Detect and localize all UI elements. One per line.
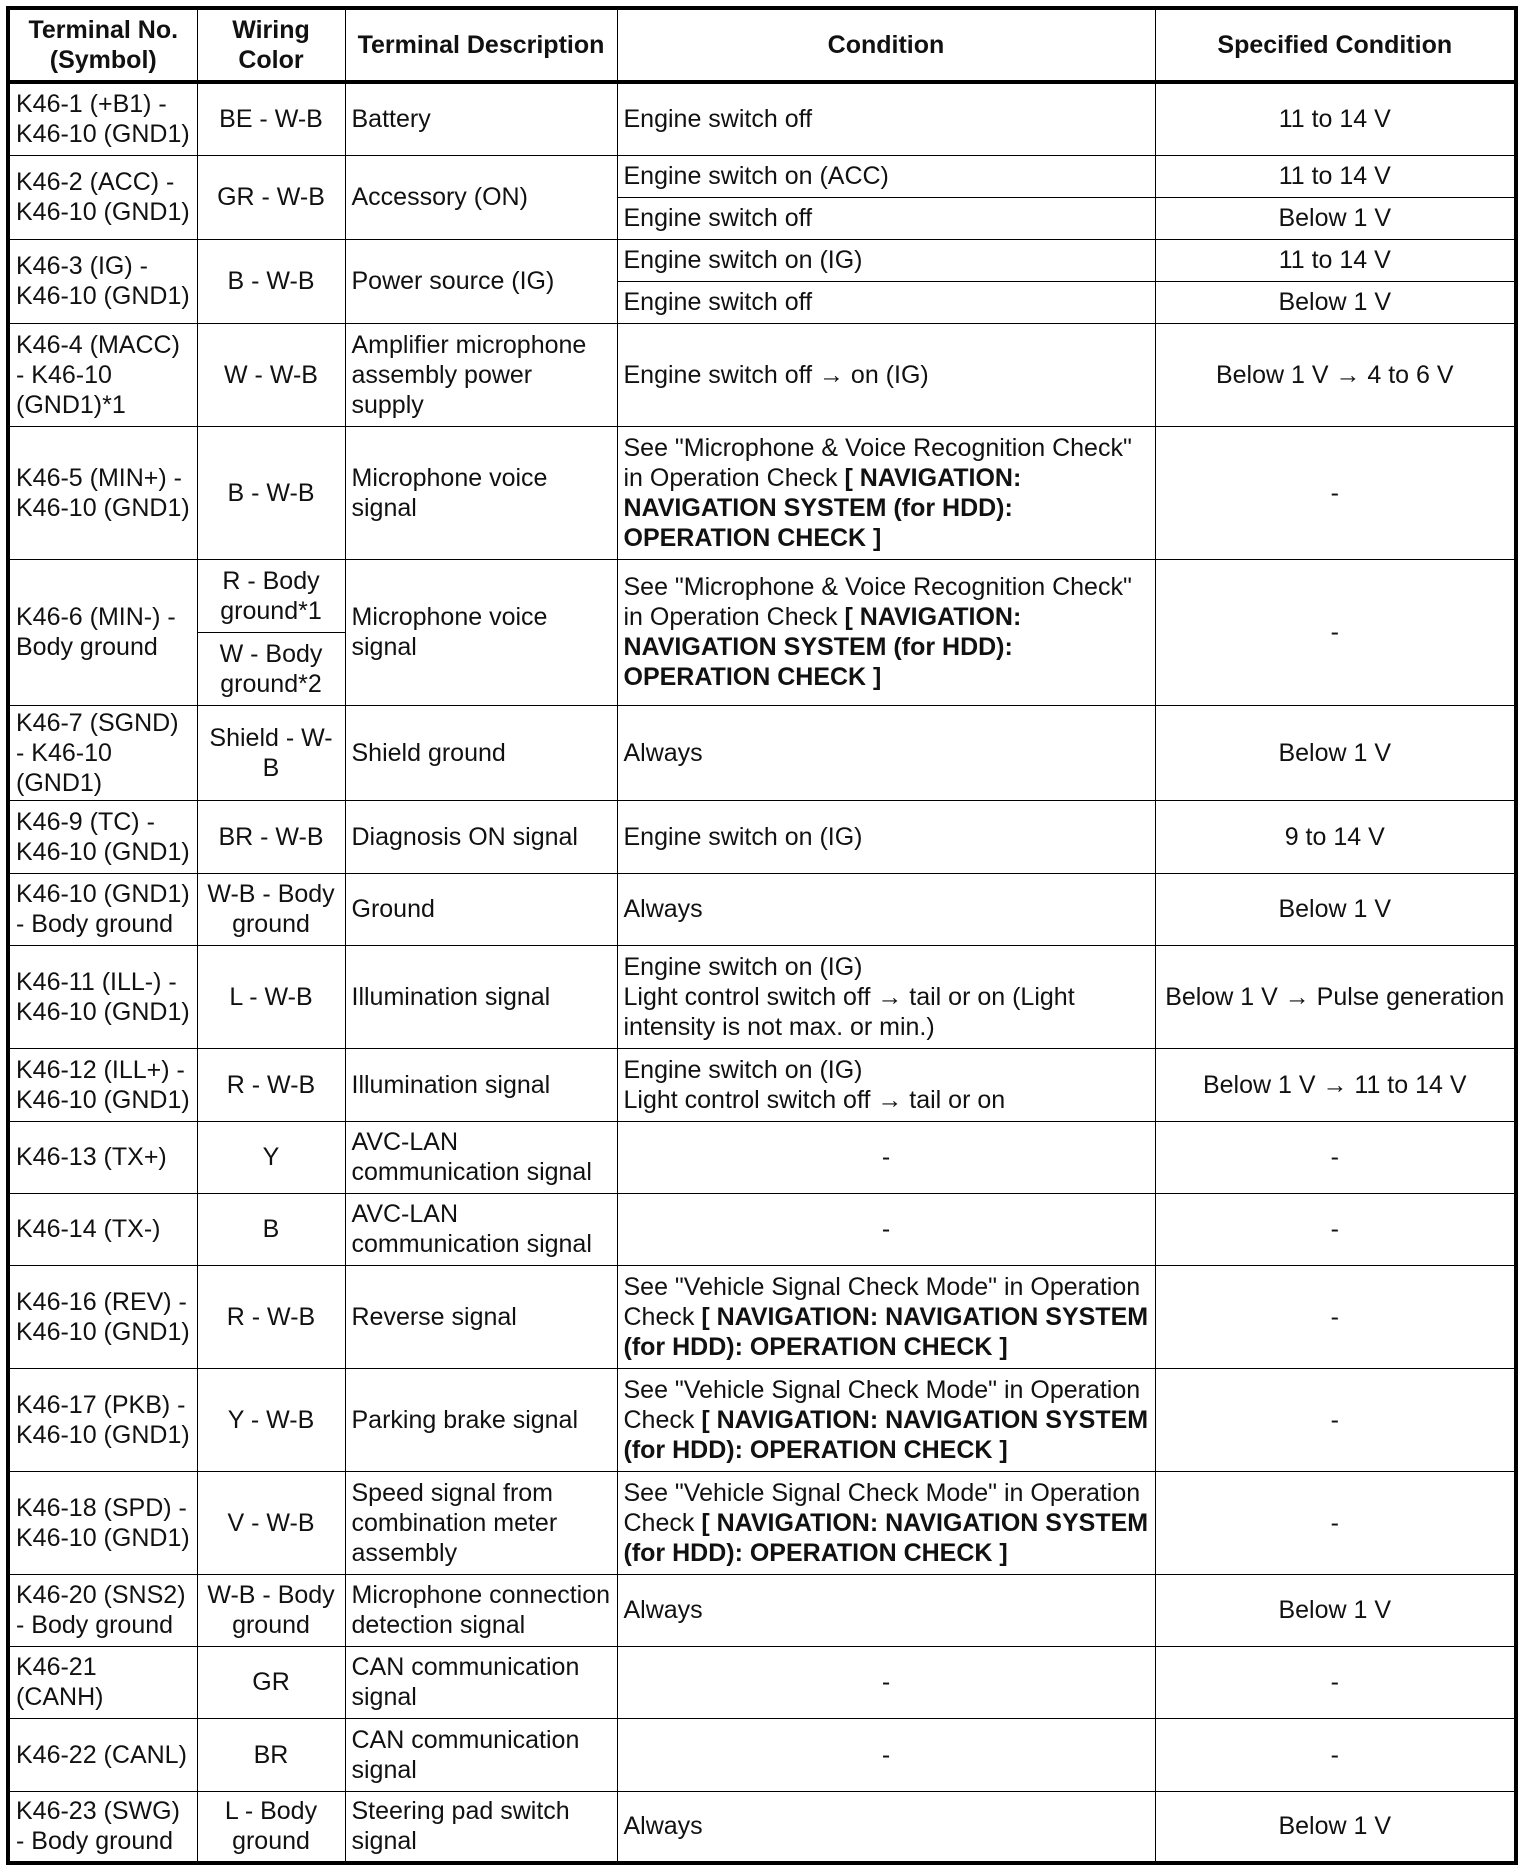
table-row: [8, 945, 1516, 1048]
specified-cell: Below 1 V → 4 to 6 V: [1155, 323, 1516, 426]
wiring-cell: Shield - W-B: [197, 705, 345, 800]
header-condition: Condition: [617, 8, 1155, 82]
condition-cell: Always: [617, 705, 1155, 800]
header-row: [8, 8, 1516, 82]
table-row: [8, 1646, 1516, 1718]
condition-cell: Engine switch off: [617, 281, 1155, 323]
description-cell: Ground: [345, 873, 617, 945]
condition-cell: Always: [617, 873, 1155, 945]
wiring-cell: B - W-B: [197, 426, 345, 559]
condition-cell: [617, 1048, 1155, 1121]
terminal-cell: K46-6 (MIN-) - Body ground: [8, 559, 197, 705]
terminal-cell: K46-10 (GND1) - Body ground: [8, 873, 197, 945]
table-row: [8, 1791, 1516, 1863]
header-specified-condition: Specified Condition: [1155, 8, 1516, 82]
condition-line: Engine switch on (IG): [623, 1055, 863, 1084]
terminal-cell: K46-12 (ILL+) - K46-10 (GND1): [8, 1048, 197, 1121]
condition-cell: Always: [617, 1574, 1155, 1646]
specified-cell: -: [1155, 1718, 1516, 1791]
table-row: [8, 82, 1516, 155]
description-cell: Amplifier microphone assembly power supply: [345, 323, 617, 426]
description-cell: CAN communication signal: [345, 1718, 617, 1791]
description-cell: Illumination signal: [345, 945, 617, 1048]
condition-cell: -: [617, 1193, 1155, 1265]
description-cell: Microphone voice signal: [345, 426, 617, 559]
condition-cell: [617, 1368, 1155, 1471]
wiring-cell: W-B - Body ground: [197, 873, 345, 945]
terminal-cell: K46-20 (SNS2) - Body ground: [8, 1574, 197, 1646]
terminal-cell: K46-7 (SGND) - K46-10 (GND1): [8, 705, 197, 800]
specified-cell: Below 1 V: [1155, 197, 1516, 239]
terminal-cell: K46-17 (PKB) - K46-10 (GND1): [8, 1368, 197, 1471]
terminal-spec-table: [6, 6, 1518, 1865]
condition-line: Light control switch off → tail or on (Light intensity is not max. or min.): [623, 982, 1075, 1041]
description-cell: Reverse signal: [345, 1265, 617, 1368]
description-cell: Shield ground: [345, 705, 617, 800]
specified-cell: -: [1155, 1121, 1516, 1193]
wiring-cell: Y - W-B: [197, 1368, 345, 1471]
terminal-cell: K46-16 (REV) - K46-10 (GND1): [8, 1265, 197, 1368]
operation-check-reference: [ NAVIGATION: NAVIGATION SYSTEM (for HDD): OPERATION CHECK ]: [623, 463, 1022, 552]
condition-cell: Engine switch on (IG): [617, 239, 1155, 281]
terminal-cell: K46-21 (CANH): [8, 1646, 197, 1718]
terminal-cell: K46-2 (ACC) - K46-10 (GND1): [8, 155, 197, 239]
specified-cell: Below 1 V: [1155, 281, 1516, 323]
terminal-cell: K46-11 (ILL-) - K46-10 (GND1): [8, 945, 197, 1048]
specified-cell: -: [1155, 1471, 1516, 1574]
specified-cell: Below 1 V: [1155, 1791, 1516, 1863]
description-cell: AVC-LAN communication signal: [345, 1121, 617, 1193]
condition-cell: [617, 1471, 1155, 1574]
wiring-cell: GR - W-B: [197, 155, 345, 239]
wiring-cell: L - W-B: [197, 945, 345, 1048]
table-row: [8, 155, 1516, 197]
terminal-cell: K46-4 (MACC) - K46-10 (GND1)*1: [8, 323, 197, 426]
description-cell: CAN communication signal: [345, 1646, 617, 1718]
specified-cell: Below 1 V: [1155, 705, 1516, 800]
wiring-cell: R - Body ground*1: [197, 559, 345, 632]
specified-cell: -: [1155, 1368, 1516, 1471]
table-row: [8, 1121, 1516, 1193]
specified-cell: Below 1 V: [1155, 1574, 1516, 1646]
condition-cell: [617, 945, 1155, 1048]
specified-cell: 11 to 14 V: [1155, 155, 1516, 197]
table-row: [8, 1471, 1516, 1574]
terminal-cell: K46-22 (CANL): [8, 1718, 197, 1791]
condition-cell: Engine switch on (ACC): [617, 155, 1155, 197]
terminal-cell: K46-18 (SPD) - K46-10 (GND1): [8, 1471, 197, 1574]
description-cell: Diagnosis ON signal: [345, 800, 617, 873]
wiring-cell: W - Body ground*2: [197, 632, 345, 705]
condition-line: Engine switch on (IG): [623, 952, 863, 981]
specified-cell: 9 to 14 V: [1155, 800, 1516, 873]
wiring-cell: W - W-B: [197, 323, 345, 426]
table-row: [8, 1368, 1516, 1471]
specified-cell: Below 1 V: [1155, 873, 1516, 945]
condition-line: Light control switch off → tail or on: [623, 1085, 1006, 1114]
table-row: [8, 1048, 1516, 1121]
specified-cell: -: [1155, 559, 1516, 705]
condition-cell: Engine switch off: [617, 197, 1155, 239]
wiring-cell: B: [197, 1193, 345, 1265]
description-cell: Parking brake signal: [345, 1368, 617, 1471]
condition-cell: -: [617, 1718, 1155, 1791]
specified-cell: -: [1155, 1265, 1516, 1368]
table-row: [8, 1193, 1516, 1265]
description-cell: Speed signal from combination meter assembly: [345, 1471, 617, 1574]
specified-cell: -: [1155, 426, 1516, 559]
header-wiring-color: Wiring Color: [197, 8, 345, 82]
terminal-cell: K46-3 (IG) - K46-10 (GND1): [8, 239, 197, 323]
wiring-cell: GR: [197, 1646, 345, 1718]
operation-check-reference: [ NAVIGATION: NAVIGATION SYSTEM (for HDD): OPERATION CHECK ]: [623, 603, 1022, 691]
terminal-cell: K46-23 (SWG) - Body ground: [8, 1791, 197, 1863]
specified-cell: Below 1 V → Pulse generation: [1155, 945, 1516, 1048]
condition-text: See "Microphone & Voice Recognition Check" in Operation Check: [623, 573, 1132, 631]
condition-cell: [617, 426, 1155, 559]
terminal-cell: K46-14 (TX-): [8, 1193, 197, 1265]
terminal-cell: K46-9 (TC) - K46-10 (GND1): [8, 800, 197, 873]
terminal-spec-document: [6, 6, 1514, 1865]
specified-cell: 11 to 14 V: [1155, 82, 1516, 155]
wiring-cell: BR - W-B: [197, 800, 345, 873]
wiring-cell: R - W-B: [197, 1048, 345, 1121]
terminal-cell: K46-5 (MIN+) - K46-10 (GND1): [8, 426, 197, 559]
description-cell: Power source (IG): [345, 239, 617, 323]
wiring-cell: V - W-B: [197, 1471, 345, 1574]
terminal-cell: K46-1 (+B1) - K46-10 (GND1): [8, 82, 197, 155]
wiring-cell: Y: [197, 1121, 345, 1193]
condition-cell: -: [617, 1646, 1155, 1718]
table-row: [8, 1718, 1516, 1791]
condition-cell: Engine switch off → on (IG): [617, 323, 1155, 426]
wiring-cell: L - Body ground: [197, 1791, 345, 1863]
wiring-cell: R - W-B: [197, 1265, 345, 1368]
table-row: [8, 873, 1516, 945]
table-row: [8, 426, 1516, 559]
table-row: [8, 705, 1516, 800]
header-terminal: Terminal No. (Symbol): [8, 8, 197, 82]
description-cell: Microphone voice signal: [345, 559, 617, 705]
table-row: [8, 800, 1516, 873]
wiring-cell: BE - W-B: [197, 82, 345, 155]
table-row: [8, 559, 1516, 632]
condition-text: See "Vehicle Signal Check Mode" in Operation Check: [623, 1375, 1141, 1434]
terminal-cell: K46-13 (TX+): [8, 1121, 197, 1193]
condition-text: See "Vehicle Signal Check Mode" in Operation Check: [623, 1478, 1141, 1537]
condition-cell: Engine switch off: [617, 82, 1155, 155]
specified-cell: -: [1155, 1193, 1516, 1265]
description-cell: Steering pad switch signal: [345, 1791, 617, 1863]
description-cell: Accessory (ON): [345, 155, 617, 239]
table-row: [8, 1265, 1516, 1368]
table-row: [8, 323, 1516, 426]
condition-text: See "Microphone & Voice Recognition Check" in Operation Check: [623, 433, 1132, 492]
specified-cell: Below 1 V → 11 to 14 V: [1155, 1048, 1516, 1121]
description-cell: Battery: [345, 82, 617, 155]
operation-check-reference: [ NAVIGATION: NAVIGATION SYSTEM (for HDD): OPERATION CHECK ]: [623, 1302, 1149, 1361]
description-cell: Illumination signal: [345, 1048, 617, 1121]
table-row: [8, 1574, 1516, 1646]
wiring-cell: BR: [197, 1718, 345, 1791]
operation-check-reference: [ NAVIGATION: NAVIGATION SYSTEM (for HDD): OPERATION CHECK ]: [623, 1508, 1149, 1567]
specified-cell: 11 to 14 V: [1155, 239, 1516, 281]
condition-cell: Always: [617, 1791, 1155, 1863]
specified-cell: -: [1155, 1646, 1516, 1718]
condition-cell: [617, 559, 1155, 705]
operation-check-reference: [ NAVIGATION: NAVIGATION SYSTEM (for HDD): OPERATION CHECK ]: [623, 1405, 1149, 1464]
description-cell: Microphone connection detection signal: [345, 1574, 617, 1646]
condition-text: See "Vehicle Signal Check Mode" in Operation Check: [623, 1272, 1141, 1331]
condition-cell: [617, 1265, 1155, 1368]
wiring-cell: W-B - Body ground: [197, 1574, 345, 1646]
condition-cell: -: [617, 1121, 1155, 1193]
wiring-cell: B - W-B: [197, 239, 345, 323]
header-terminal-description: Terminal Description: [345, 8, 617, 82]
description-cell: AVC-LAN communication signal: [345, 1193, 617, 1265]
condition-cell: Engine switch on (IG): [617, 800, 1155, 873]
table-row: [8, 239, 1516, 281]
